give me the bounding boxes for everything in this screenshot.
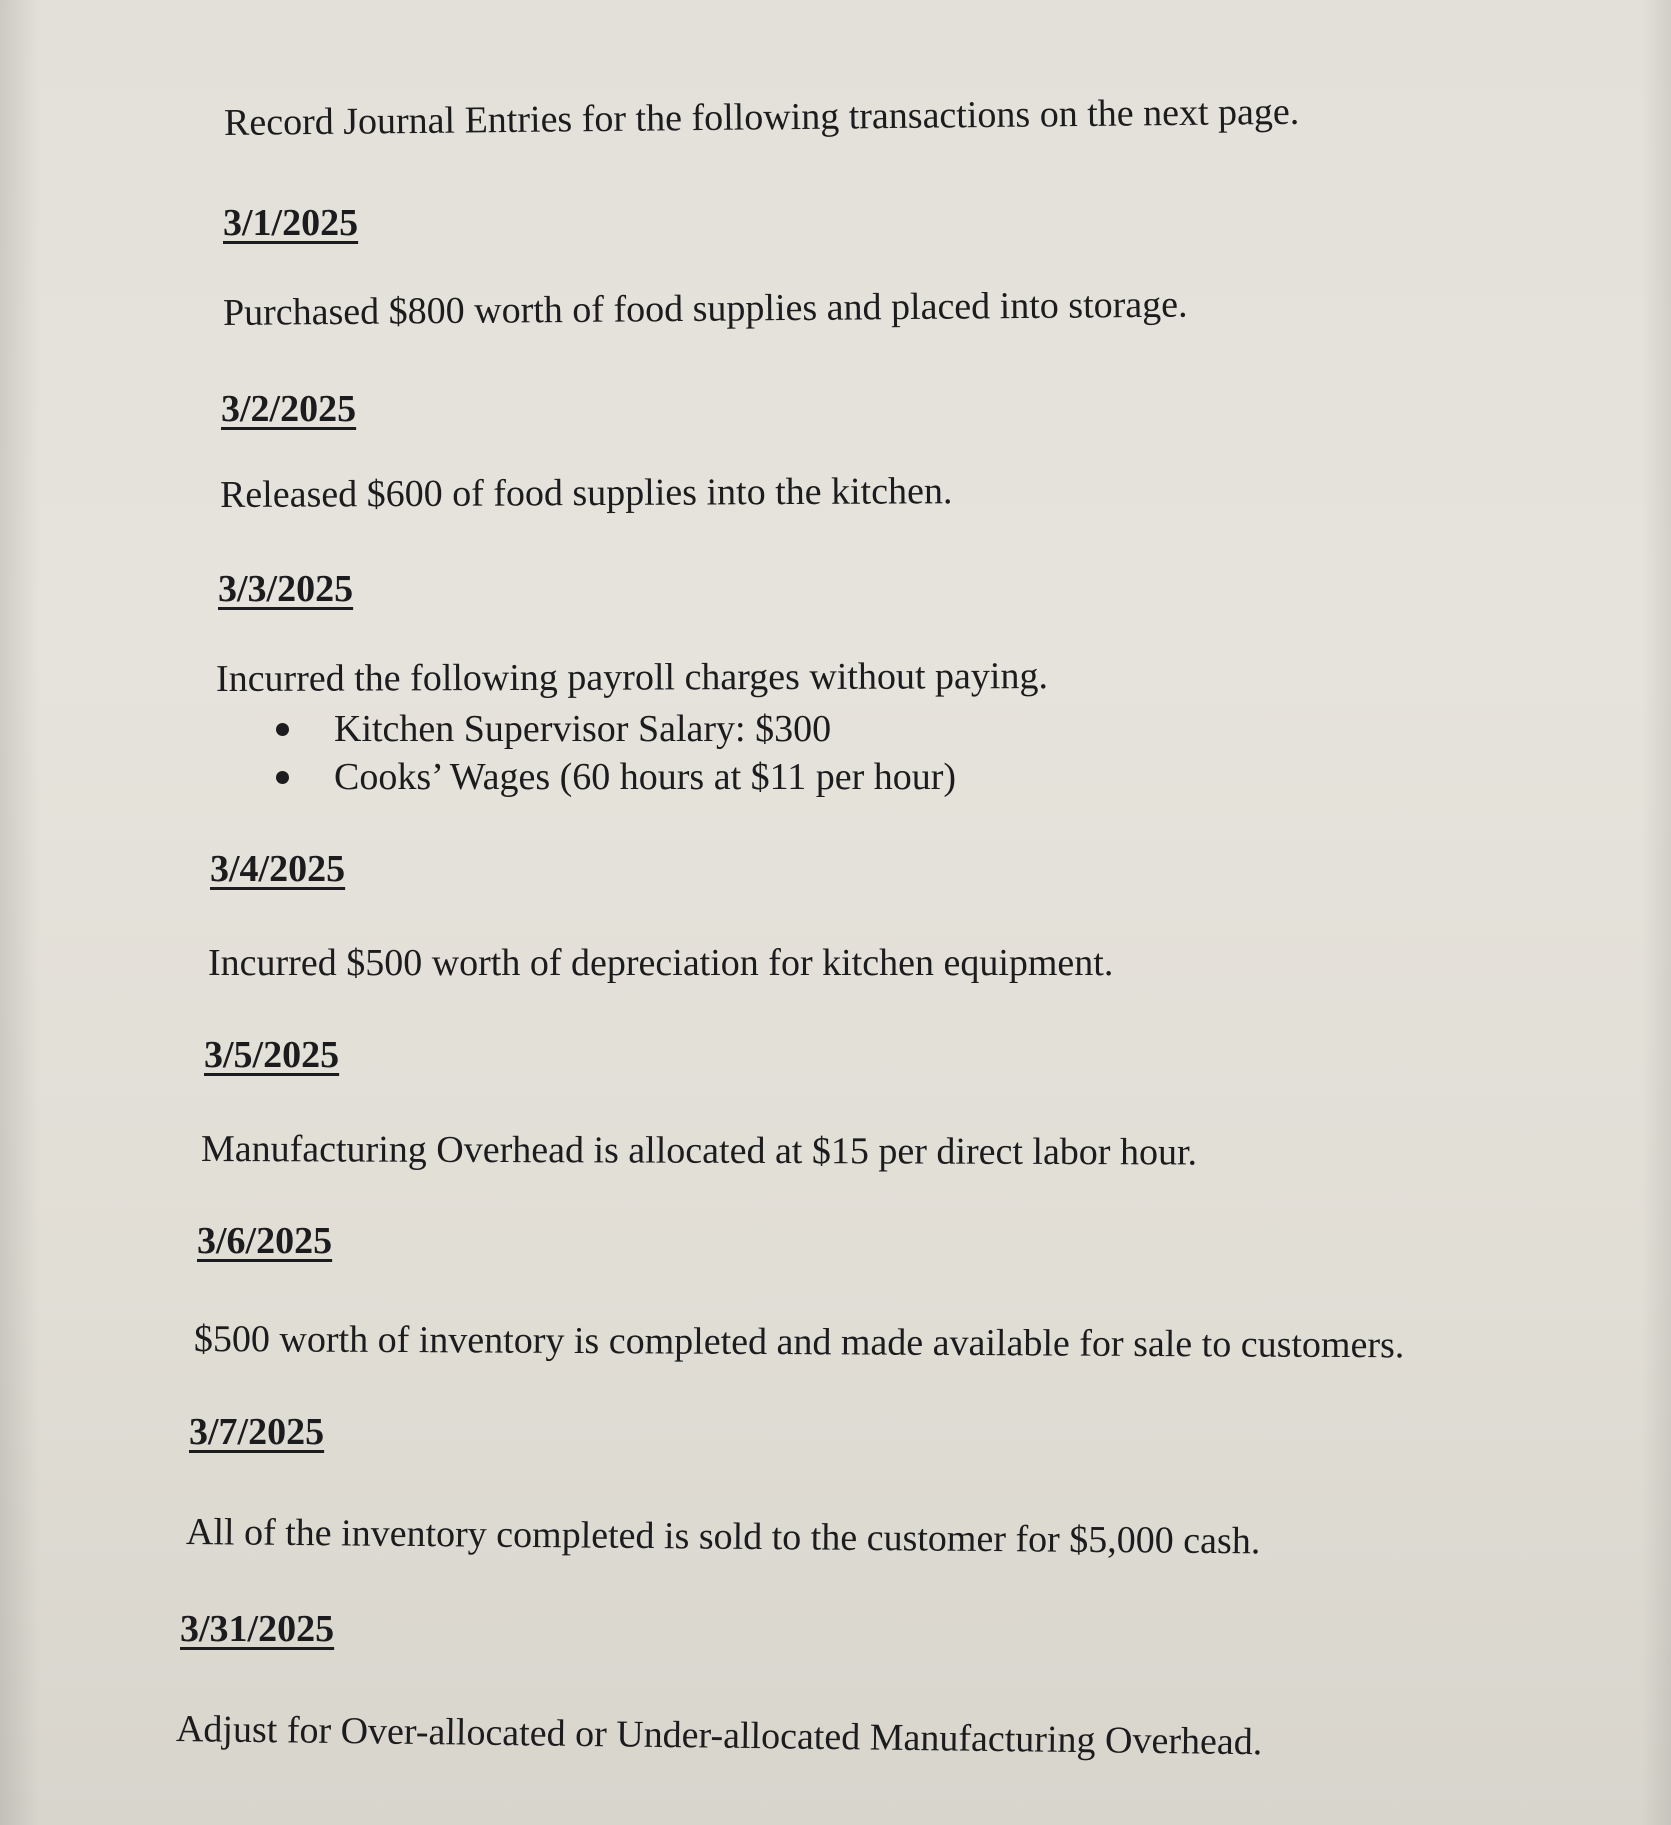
transaction-text-3: Incurred the following payroll charges without paying.: [215, 655, 1048, 700]
transaction-date-8: 3/31/2025: [180, 1608, 335, 1650]
transaction-date-2: 3/2/2025: [221, 388, 357, 430]
transaction-text-8: Adjust for Over-allocated or Under-allocated Manufacturing Overhead.: [175, 1708, 1263, 1764]
transaction-text-2: Released $600 of food supplies into the kitchen.: [219, 470, 953, 516]
transaction-date-6: 3/6/2025: [197, 1220, 333, 1262]
instruction-text: Record Journal Entries for the following transactions on the next page.: [223, 90, 1300, 144]
transaction-date-4: 3/4/2025: [210, 848, 346, 890]
transaction-date-3: 3/3/2025: [218, 568, 354, 610]
transaction-text-5: Manufacturing Overhead is allocated at $15 per direct labor hour.: [200, 1128, 1198, 1174]
bullet-icon: [276, 723, 289, 736]
transaction-date-1: 3/1/2025: [223, 202, 359, 244]
page-edge-shadow-right: [1641, 0, 1671, 1825]
page-edge-shadow-left: [0, 0, 40, 1825]
transaction-text-7: All of the inventory completed is sold to the customer for $5,000 cash.: [185, 1511, 1261, 1563]
payroll-bullet-1: Kitchen Supervisor Salary: $300: [334, 708, 832, 750]
transaction-text-1: Purchased $800 worth of food supplies and placed into storage.: [222, 283, 1188, 334]
payroll-bullet-2: Cooks’ Wages (60 hours at $11 per hour): [334, 756, 957, 798]
transaction-date-5: 3/5/2025: [204, 1034, 340, 1076]
transaction-text-6: $500 worth of inventory is completed and made available for sale to customers.: [193, 1318, 1405, 1367]
bullet-icon: [276, 771, 289, 784]
transaction-date-7: 3/7/2025: [189, 1411, 325, 1453]
transaction-text-4: Incurred $500 worth of depreciation for kitchen equipment.: [208, 942, 1114, 984]
